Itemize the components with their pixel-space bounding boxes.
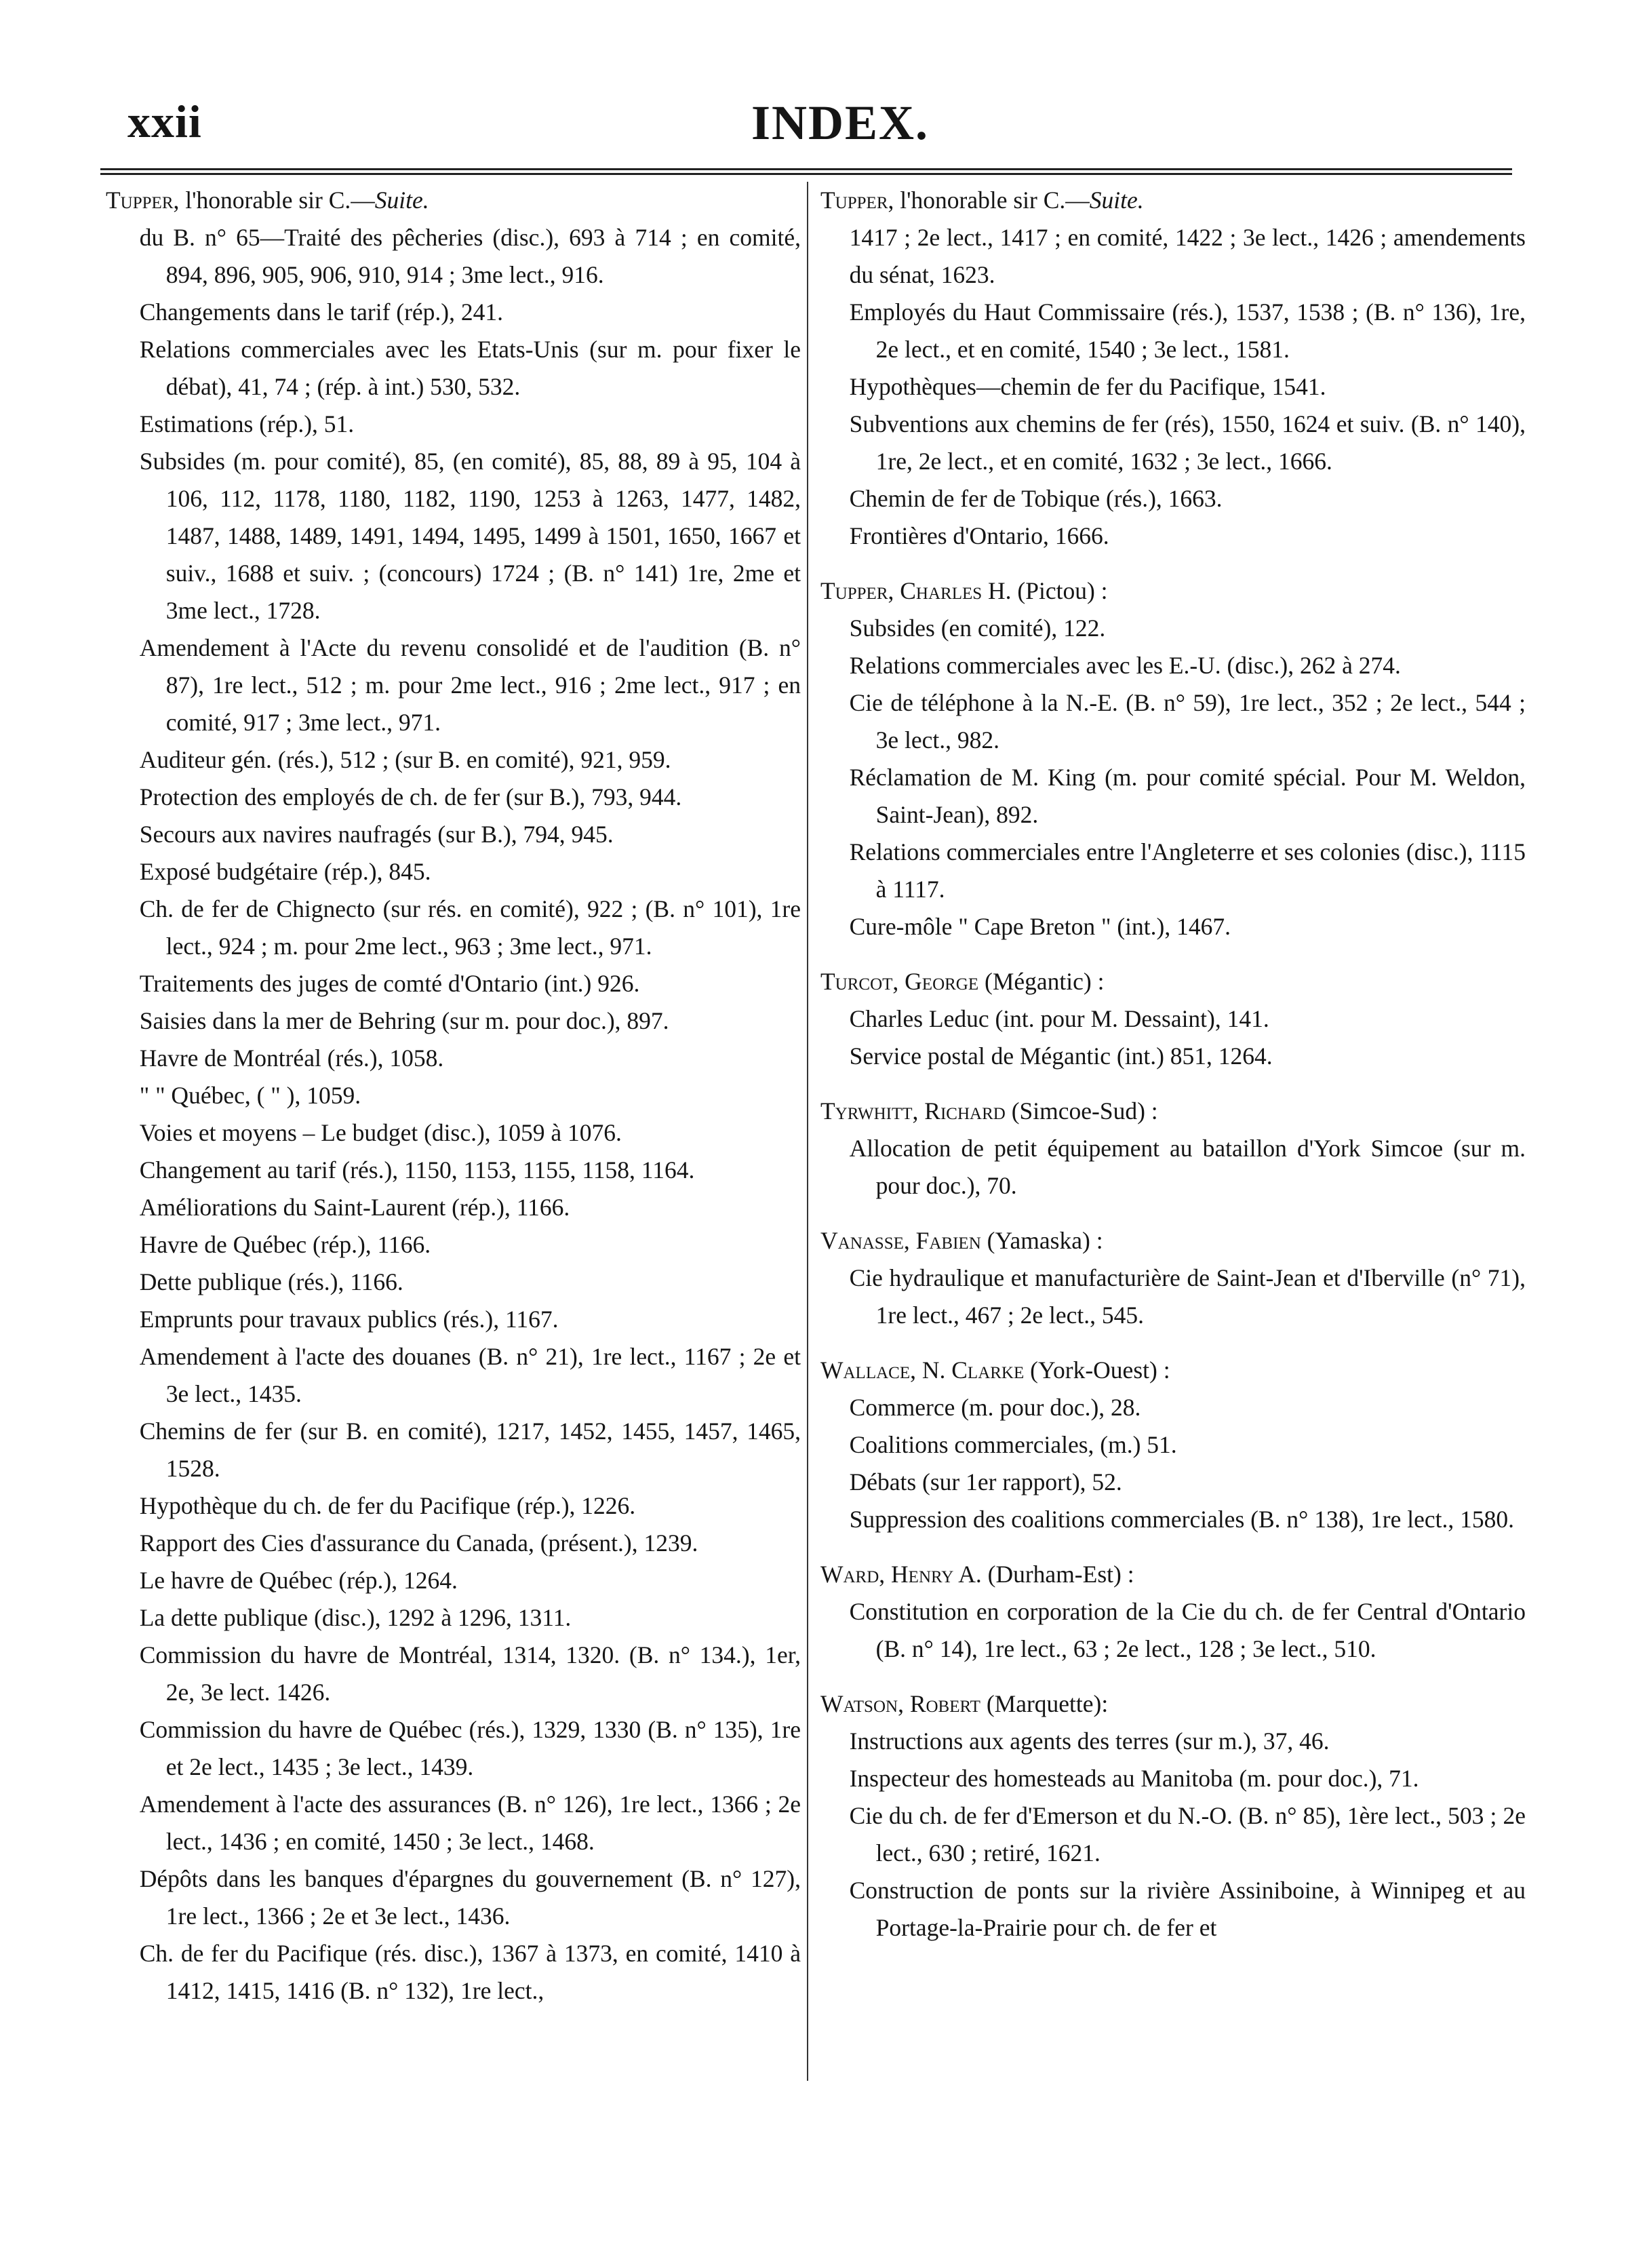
sub-entry: Subsides (m. pour comité), 85, (en comité), 85, 88, 89 à 95, 104 à 106, 112, 1178, 1180, 1182, 1190, 1253 à 1263, 1477, 1482, 1487, 1488, 1489, 1491, 1494, 1495, 1499 à 1501, 1650, 1667 et suiv., 1688 et suiv. ; (concours) 1724 ; (B. n° 141) 1re, 2me et 3me lect., 1728. bbox=[139, 448, 801, 624]
sub-entry: Amendement à l'acte des assurances (B. n° 126), 1re lect., 1366 ; 2e lect., 1436 ; en comité, 1450 ; 3e lect., 1468. bbox=[139, 1791, 801, 1855]
sub-entry: Coalitions commerciales, (m.) 51. bbox=[849, 1431, 1177, 1458]
sub-entry: Service postal de Mégantic (int.) 851, 1264. bbox=[849, 1042, 1273, 1070]
sub-entry: Ch. de fer de Chignecto (sur rés. en comité), 922 ; (B. n° 101), 1re lect., 924 ; m. pour 2me lect., 963 ; 3me lect., 971. bbox=[139, 895, 801, 960]
sub-entry: Constitution en corporation de la Cie du ch. de fer Central d'Ontario (B. n° 14), 1re lect., 63 ; 2e lect., 128 ; 3e lect., 510. bbox=[849, 1598, 1526, 1662]
index-entry bbox=[820, 1352, 1526, 1538]
sub-entry: Dette publique (rés.), 1166. bbox=[139, 1268, 403, 1295]
sub-entry: Employés du Haut Commissaire (rés.), 1537, 1538 ; (B. n° 136), 1re, 2e lect., et en comité, 1540 ; 3e lect., 1581. bbox=[849, 298, 1526, 363]
sub-entry: Le havre de Québec (rép.), 1264. bbox=[139, 1567, 458, 1594]
sub-entry: Saisies dans la mer de Behring (sur m. pour doc.), 897. bbox=[139, 1007, 669, 1034]
sub-entry: Subventions aux chemins de fer (rés), 1550, 1624 et suiv. (B. n° 140), 1re, 2e lect., et en comité, 1632 ; 3e lect., 1666. bbox=[849, 410, 1526, 475]
entry-suite: Suite. bbox=[1089, 187, 1144, 214]
sub-entry: Traitements des juges de comté d'Ontario (int.) 926. bbox=[139, 970, 640, 997]
sub-entry: Cie de téléphone à la N.-E. (B. n° 59), 1re lect., 352 ; 2e lect., 544 ; 3e lect., 982. bbox=[849, 689, 1526, 754]
entry-name: Tupper bbox=[820, 187, 888, 214]
entry-name-rest: (York-Ouest) : bbox=[1024, 1356, 1170, 1384]
entry-name-rest: , l'honorable sir C.— bbox=[888, 187, 1090, 214]
entry-heading bbox=[820, 1685, 1526, 1723]
entry-name: Wallace, N. Clarke bbox=[820, 1356, 1025, 1384]
sub-entry: Havre de Québec (rép.), 1166. bbox=[139, 1231, 431, 1258]
entry-name: Vanasse, Fabien bbox=[820, 1227, 981, 1254]
sub-entry: Rapport des Cies d'assurance du Canada, (présent.), 1239. bbox=[139, 1529, 698, 1557]
entry-suite: Suite. bbox=[374, 187, 429, 214]
entry-name: Watson, Robert bbox=[820, 1690, 980, 1717]
sub-entry: Hypothèques—chemin de fer du Pacifique, 1541. bbox=[849, 373, 1326, 400]
sub-entry: Charles Leduc (int. pour M. Dessaint), 141. bbox=[849, 1005, 1269, 1032]
sub-entry: Relations commerciales avec les Etats-Unis (sur m. pour fixer le débat), 41, 74 ; (rép. à int.) 530, 532. bbox=[139, 336, 801, 400]
index-entry bbox=[820, 1093, 1526, 1205]
sub-entry: Améliorations du Saint-Laurent (rép.), 1166. bbox=[139, 1194, 570, 1221]
sub-entry: Inspecteur des homesteads au Manitoba (m. pour doc.), 71. bbox=[849, 1765, 1419, 1792]
entry-name-rest: (Pictou) : bbox=[1011, 577, 1108, 604]
page-title: INDEX. bbox=[751, 96, 930, 150]
left-column bbox=[106, 182, 801, 2016]
sub-entry: Subsides (en comité), 122. bbox=[849, 614, 1106, 642]
entry-heading bbox=[820, 1093, 1526, 1130]
sub-entry: Cie hydraulique et manufacturière de Saint-Jean et d'Iberville (n° 71), 1re lect., 467 ; 2e lect., 545. bbox=[849, 1264, 1526, 1329]
sub-entry: Commission du havre de Montréal, 1314, 1320. (B. n° 134.), 1er, 2e, 3e lect. 1426. bbox=[139, 1641, 801, 1706]
entry-name: Tupper bbox=[106, 187, 174, 214]
sub-entry: " " Québec, ( " ), 1059. bbox=[139, 1082, 361, 1109]
sub-entry: Exposé budgétaire (rép.), 845. bbox=[139, 858, 431, 885]
entry-name-rest: (Durham-Est) : bbox=[981, 1561, 1134, 1588]
sub-entry: Commerce (m. pour doc.), 28. bbox=[849, 1394, 1141, 1421]
sub-entry: Réclamation de M. King (m. pour comité spécial. Pour M. Weldon, Saint-Jean), 892. bbox=[849, 764, 1526, 828]
sub-entry: La dette publique (disc.), 1292 à 1296, 1311. bbox=[139, 1604, 572, 1631]
entry-heading bbox=[820, 572, 1526, 610]
sub-entry: Relations commerciales entre l'Angleterre et ses colonies (disc.), 1115 à 1117. bbox=[849, 838, 1526, 903]
sub-entry: Commission du havre de Québec (rés.), 1329, 1330 (B. n° 135), 1re et 2e lect., 1435 ; 3e lect., 1439. bbox=[139, 1716, 801, 1780]
entry-name-rest: (Marquette): bbox=[980, 1690, 1109, 1717]
sub-entry: Chemins de fer (sur B. en comité), 1217, 1452, 1455, 1457, 1465, 1528. bbox=[139, 1418, 801, 1482]
entry-name: Tupper, Charles H. bbox=[820, 577, 1012, 604]
sub-entry: Voies et moyens – Le budget (disc.), 1059 à 1076. bbox=[139, 1119, 622, 1146]
entry-heading bbox=[820, 1222, 1526, 1259]
sub-entry: Frontières d'Ontario, 1666. bbox=[849, 522, 1109, 549]
right-column bbox=[820, 182, 1526, 1964]
sub-entry: Construction de ponts sur la rivière Assiniboine, à Winnipeg et au Portage-la-Prairie pour ch. de fer et bbox=[849, 1877, 1526, 1941]
entry-heading bbox=[820, 963, 1526, 1000]
entry-heading bbox=[820, 1556, 1526, 1593]
sub-entry: Havre de Montréal (rés.), 1058. bbox=[139, 1044, 444, 1072]
entry-name-rest: (Yamaska) : bbox=[980, 1227, 1103, 1254]
sub-entry: Auditeur gén. (rés.), 512 ; (sur B. en comité), 921, 959. bbox=[139, 746, 671, 773]
sub-entry: Chemin de fer de Tobique (rés.), 1663. bbox=[849, 485, 1223, 512]
entry-heading bbox=[820, 1352, 1526, 1389]
entry-name: Ward, Henry A. bbox=[820, 1561, 982, 1588]
sub-entry: Estimations (rép.), 51. bbox=[139, 410, 355, 437]
index-entry bbox=[820, 963, 1526, 1075]
sub-entry: Débats (sur 1er rapport), 52. bbox=[849, 1468, 1122, 1495]
entry-heading bbox=[106, 182, 801, 219]
sub-entry: Amendement à l'acte des douanes (B. n° 21), 1re lect., 1167 ; 2e et 3e lect., 1435. bbox=[139, 1343, 801, 1407]
index-entry bbox=[820, 572, 1526, 945]
index-entry bbox=[820, 1685, 1526, 1947]
sub-entry: Ch. de fer du Pacifique (rés. disc.), 1367 à 1373, en comité, 1410 à 1412, 1415, 1416 (B. n° 132), 1re lect., bbox=[139, 1940, 801, 2004]
sub-entry: Allocation de petit équipement au bataillon d'York Simcoe (sur m. pour doc.), 70. bbox=[849, 1135, 1526, 1199]
sub-entry: Changements dans le tarif (rép.), 241. bbox=[139, 298, 503, 326]
sub-entry: Protection des employés de ch. de fer (sur B.), 793, 944. bbox=[139, 783, 682, 810]
page-number: xxii bbox=[127, 96, 202, 147]
sub-entry: 1417 ; 2e lect., 1417 ; en comité, 1422 ; 3e lect., 1426 ; amendements du sénat, 1623. bbox=[849, 224, 1526, 288]
entry-heading bbox=[820, 182, 1526, 219]
sub-entry: Amendement à l'Acte du revenu consolidé et de l'audition (B. n° 87), 1re lect., 512 ; m. pour 2me lect., 916 ; 2me lect., 917 ; en comité, 917 ; 3me lect., 971. bbox=[139, 634, 801, 736]
sub-entry: Changement au tarif (rés.), 1150, 1153, 1155, 1158, 1164. bbox=[139, 1156, 695, 1184]
sub-entry: Instructions aux agents des terres (sur m.), 37, 46. bbox=[849, 1727, 1330, 1755]
sub-entry: Dépôts dans les banques d'épargnes du gouvernement (B. n° 127), 1re lect., 1366 ; 2e et 3e lect., 1436. bbox=[139, 1865, 801, 1930]
entry-name: Tyrwhitt, Richard bbox=[820, 1097, 1006, 1125]
entry-name-rest: (Mégantic) : bbox=[978, 968, 1105, 995]
index-entry bbox=[820, 1222, 1526, 1334]
index-entry bbox=[820, 1556, 1526, 1668]
sub-entry: Emprunts pour travaux publics (rés.), 1167. bbox=[139, 1306, 559, 1333]
entry-name: Turcot, George bbox=[820, 968, 979, 995]
index-entry bbox=[820, 182, 1526, 555]
sub-entry: Cure-môle " Cape Breton " (int.), 1467. bbox=[849, 913, 1231, 940]
sub-entry: Suppression des coalitions commerciales (B. n° 138), 1re lect., 1580. bbox=[849, 1506, 1514, 1533]
entry-name-rest: (Simcoe-Sud) : bbox=[1005, 1097, 1158, 1125]
sub-entry: Hypothèque du ch. de fer du Pacifique (rép.), 1226. bbox=[139, 1492, 636, 1519]
sub-entry: Relations commerciales avec les E.-U. (disc.), 262 à 274. bbox=[849, 652, 1401, 679]
entry-name-rest: , l'honorable sir C.— bbox=[173, 187, 375, 214]
sub-entry: Secours aux navires naufragés (sur B.), 794, 945. bbox=[139, 821, 614, 848]
sub-entry: du B. n° 65—Traité des pêcheries (disc.), 693 à 714 ; en comité, 894, 896, 905, 906, 910, 914 ; 3me lect., 916. bbox=[139, 224, 801, 288]
sub-entry: Cie du ch. de fer d'Emerson et du N.-O. (B. n° 85), 1ère lect., 503 ; 2e lect., 630 ; retiré, 1621. bbox=[849, 1802, 1526, 1866]
index-entry bbox=[106, 182, 801, 2010]
header-rule bbox=[100, 168, 1512, 175]
column-divider bbox=[807, 182, 808, 2081]
